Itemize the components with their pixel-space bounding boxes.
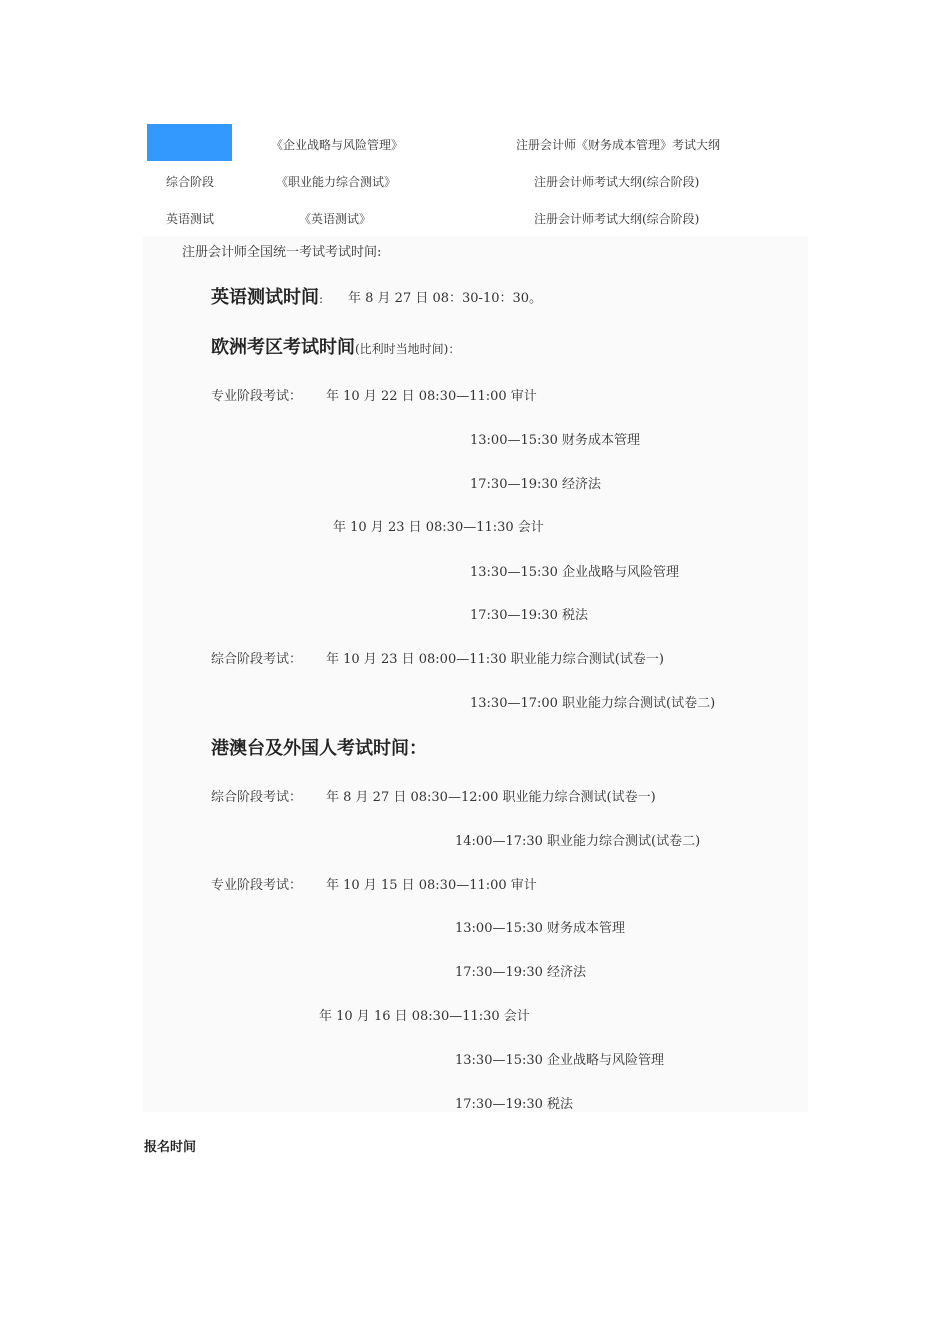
hk-p6: 17:30—19:30 税法 <box>455 1097 574 1112</box>
english-time: 年 8 月 27 日 08：30-10：30。 <box>348 291 543 306</box>
europe-p1: 年 10 月 22 日 08:30—11:00 审计 <box>326 389 537 404</box>
hk-c1: 年 8 月 27 日 08:30—12:00 职业能力综合测试(试卷一) <box>326 790 656 805</box>
hk-professional-label: 专业阶段考试： <box>211 878 303 893</box>
hk-p5: 13:30—15:30 企业战略与风险管理 <box>455 1053 665 1068</box>
europe-c2: 13:30—17:00 职业能力综合测试(试卷二) <box>470 696 716 711</box>
table-row1-col3: 注册会计师《财务成本管理》考试大纲 <box>516 138 721 152</box>
table-row3-col2: 《英语测试》 <box>299 212 372 226</box>
hk-c2: 14:00—17:30 职业能力综合测试(试卷二) <box>455 834 701 849</box>
europe-title: 欧洲考区考试时间(比利时当地时间)： <box>211 337 461 358</box>
table-row3-col3: 注册会计师考试大纲(综合阶段) <box>534 212 700 226</box>
hk-p3: 17:30—19:30 经济法 <box>455 965 587 980</box>
europe-p5: 13:30—15:30 企业战略与风险管理 <box>470 565 680 580</box>
table-row1-col2: 《企业战略与风险管理》 <box>271 138 404 152</box>
table-row2-col3: 注册会计师考试大纲(综合阶段) <box>534 175 700 189</box>
registration-heading: 报名时间 <box>144 1140 197 1155</box>
hk-title: 港澳台及外国人考试时间： <box>211 738 427 759</box>
table-row2-col1: 综合阶段 <box>166 175 215 189</box>
english-title: 英语测试时间: <box>211 287 324 308</box>
europe-p2: 13:00—15:30 财务成本管理 <box>470 433 641 448</box>
schedule-panel <box>143 236 808 1112</box>
europe-professional-label: 专业阶段考试： <box>211 389 303 404</box>
table-row2-col2: 《职业能力综合测试》 <box>276 175 397 189</box>
table-row3-col1: 英语测试 <box>166 212 215 226</box>
europe-p6: 17:30—19:30 税法 <box>470 608 589 623</box>
hk-p4: 年 10 月 16 日 08:30—11:30 会计 <box>319 1009 530 1024</box>
intro-text: 注册会计师全国统一考试考试时间: <box>182 245 382 260</box>
hk-p1: 年 10 月 15 日 08:30—11:00 审计 <box>326 878 537 893</box>
europe-c1: 年 10 月 23 日 08:00—11:30 职业能力综合测试(试卷一) <box>326 652 664 667</box>
europe-comprehensive-label: 综合阶段考试： <box>211 652 303 667</box>
europe-p4: 年 10 月 23 日 08:30—11:30 会计 <box>333 520 544 535</box>
table-highlight-cell <box>147 124 232 161</box>
europe-p3: 17:30—19:30 经济法 <box>470 477 602 492</box>
hk-comprehensive-label: 综合阶段考试： <box>211 790 303 805</box>
hk-p2: 13:00—15:30 财务成本管理 <box>455 921 626 936</box>
